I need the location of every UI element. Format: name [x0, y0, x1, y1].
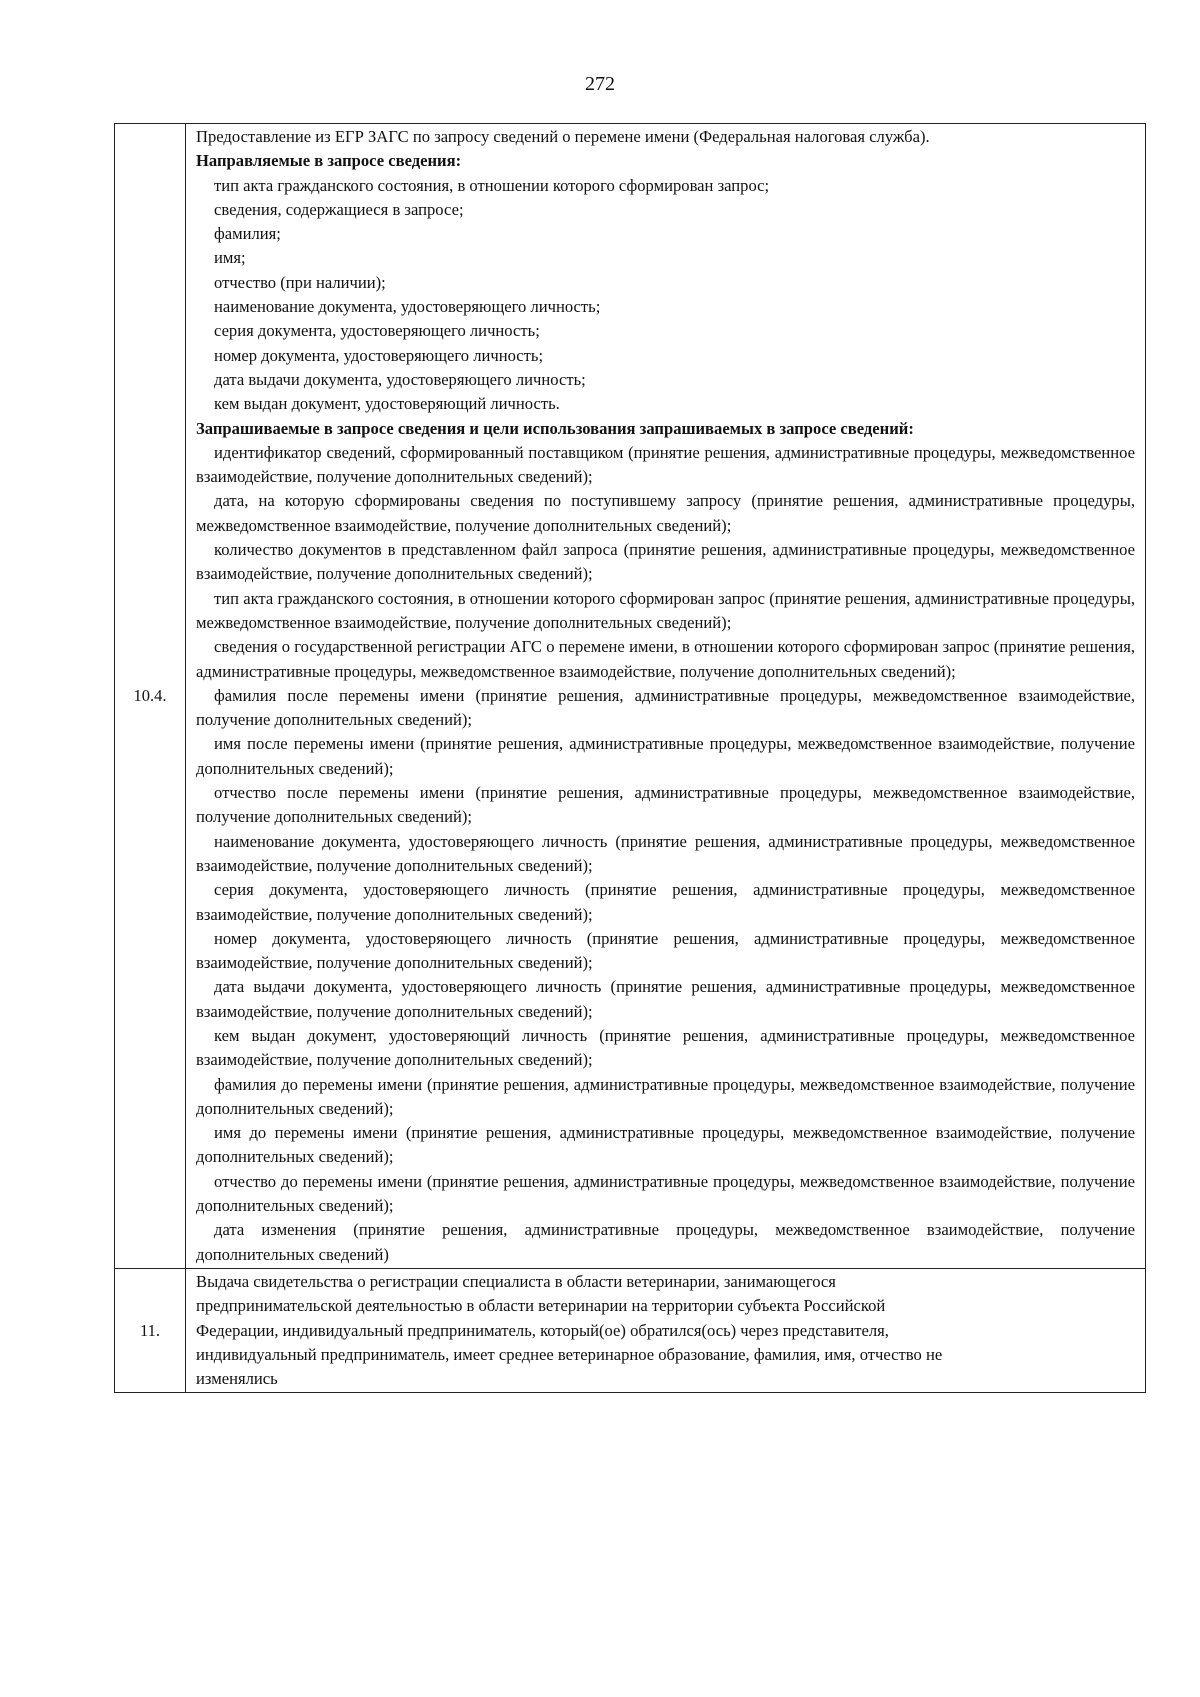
list-item: наименование документа, удостоверяющего личность (принятие решения, административные процедуры, межведомственное взаимодействие, получение дополнительных сведений); [196, 831, 1135, 875]
list-item: тип акта гражданского состояния, в отношении которого сформирован запрос (принятие решения, административные процедуры, межведомственное взаимодействие, получение дополнительных сведений); [196, 588, 1135, 632]
list-item: изменялись [196, 1369, 278, 1389]
list-item: предпринимательской деятельностью в области ветеринарии на территории субъекта Российской [196, 1296, 886, 1316]
page-number: 272 [585, 73, 615, 95]
service-description [196, 1270, 1135, 1391]
table-row-10-4 [115, 124, 1146, 1269]
list-item: сведения о государственной регистрации АГС о перемене имени, в отношении которого сформирован запрос (принятие решения, административные процедуры, межведомственное взаимодействие, получение дополнительных сведений); [196, 637, 1135, 681]
row-number: 10.4. [115, 124, 186, 1269]
services-table [114, 123, 1146, 1393]
table-row-11 [115, 1268, 1146, 1392]
list-item: наименование документа, удостоверяющего личность; [214, 297, 601, 317]
list-item: идентификатор сведений, сформированный поставщиком (принятие решения, административные процедуры, межведомственное взаимодействие, получение дополнительных сведений); [196, 442, 1135, 487]
list-item: имя; [214, 248, 246, 268]
list-item: кем выдан документ, удостоверяющий личность (принятие решения, административные процедуры, межведомственное взаимодействие, получение дополнительных сведений); [196, 1025, 1135, 1070]
list-item: номер документа, удостоверяющего личность; [214, 345, 544, 365]
requested-info-list [196, 441, 1135, 1267]
list-item: номер документа, удостоверяющего личность (принятие решения, административные процедуры, межведомственное взаимодействие, получение дополнительных сведений); [196, 928, 1135, 973]
list-item: количество документов в представленном файл запроса (принятие решения, административные процедуры, межведомственное взаимодействие, получение дополнительных сведений); [196, 540, 1135, 584]
requested-info-heading: Запрашиваемые в запросе сведения и цели использования запрашиваемых в запросе сведений: [196, 418, 914, 438]
row-content [186, 124, 1146, 1269]
list-item: серия документа, удостоверяющего личность (принятие решения, административные процедуры, межведомственное взаимодействие, получение дополнительных сведений); [196, 880, 1135, 924]
list-item: кем выдан документ, удостоверяющий личность. [214, 394, 560, 414]
sent-info-heading: Направляемые в запросе сведения: [196, 151, 462, 171]
row-content [186, 1268, 1146, 1392]
sent-info-list [196, 174, 1135, 417]
list-item: фамилия до перемены имени (принятие решения, административные процедуры, межведомственное взаимодействие, получение дополнительных сведений); [196, 1074, 1135, 1118]
list-item: серия документа, удостоверяющего личность; [214, 321, 540, 341]
list-item: отчество до перемены имени (принятие решения, административные процедуры, межведомственное взаимодействие, получение дополнительных сведений); [196, 1171, 1135, 1216]
list-item: дата изменения (принятие решения, административные процедуры, межведомственное взаимодействие, получение дополнительных сведений) [196, 1220, 1135, 1264]
row-number: 11. [115, 1268, 186, 1392]
list-item: дата выдачи документа, удостоверяющего личность (принятие решения, административные процедуры, межведомственное взаимодействие, получение дополнительных сведений); [196, 977, 1135, 1021]
service-title: Предоставление из ЕГР ЗАГС по запросу сведений о перемене имени (Федеральная налоговая служба). [196, 127, 930, 146]
list-item: дата выдачи документа, удостоверяющего личность; [214, 369, 586, 389]
list-item: фамилия после перемены имени (принятие решения, административные процедуры, межведомственное взаимодействие, получение дополнительных сведений); [196, 685, 1135, 730]
list-item: Выдача свидетельства о регистрации специалиста в области ветеринарии, занимающегося [196, 1271, 836, 1291]
list-item: индивидуальный предприниматель, имеет среднее ветеринарное образование, фамилия, имя, отчество не [196, 1344, 943, 1364]
list-item: фамилия; [214, 224, 281, 244]
list-item: дата, на которую сформированы сведения по поступившему запросу (принятие решения, административные процедуры, межведомственное взаимодействие, получение дополнительных сведений); [196, 491, 1135, 535]
list-item: Федерации, индивидуальный предприниматель, который(ое) обратился(ось) через представителя, [196, 1320, 889, 1340]
list-item: имя до перемены имени (принятие решения, административные процедуры, межведомственное взаимодействие, получение дополнительных сведений); [196, 1123, 1135, 1167]
list-item: отчество (при наличии); [214, 272, 386, 292]
list-item: имя после перемены имени (принятие решения, административные процедуры, межведомственное взаимодействие, получение дополнительных сведений); [196, 734, 1135, 778]
list-item: отчество после перемены имени (принятие решения, административные процедуры, межведомственное взаимодействие, получение дополнительных сведений); [196, 783, 1135, 827]
list-item: сведения, содержащиеся в запросе; [214, 199, 464, 219]
list-item: тип акта гражданского состояния, в отношении которого сформирован запрос; [214, 175, 770, 195]
